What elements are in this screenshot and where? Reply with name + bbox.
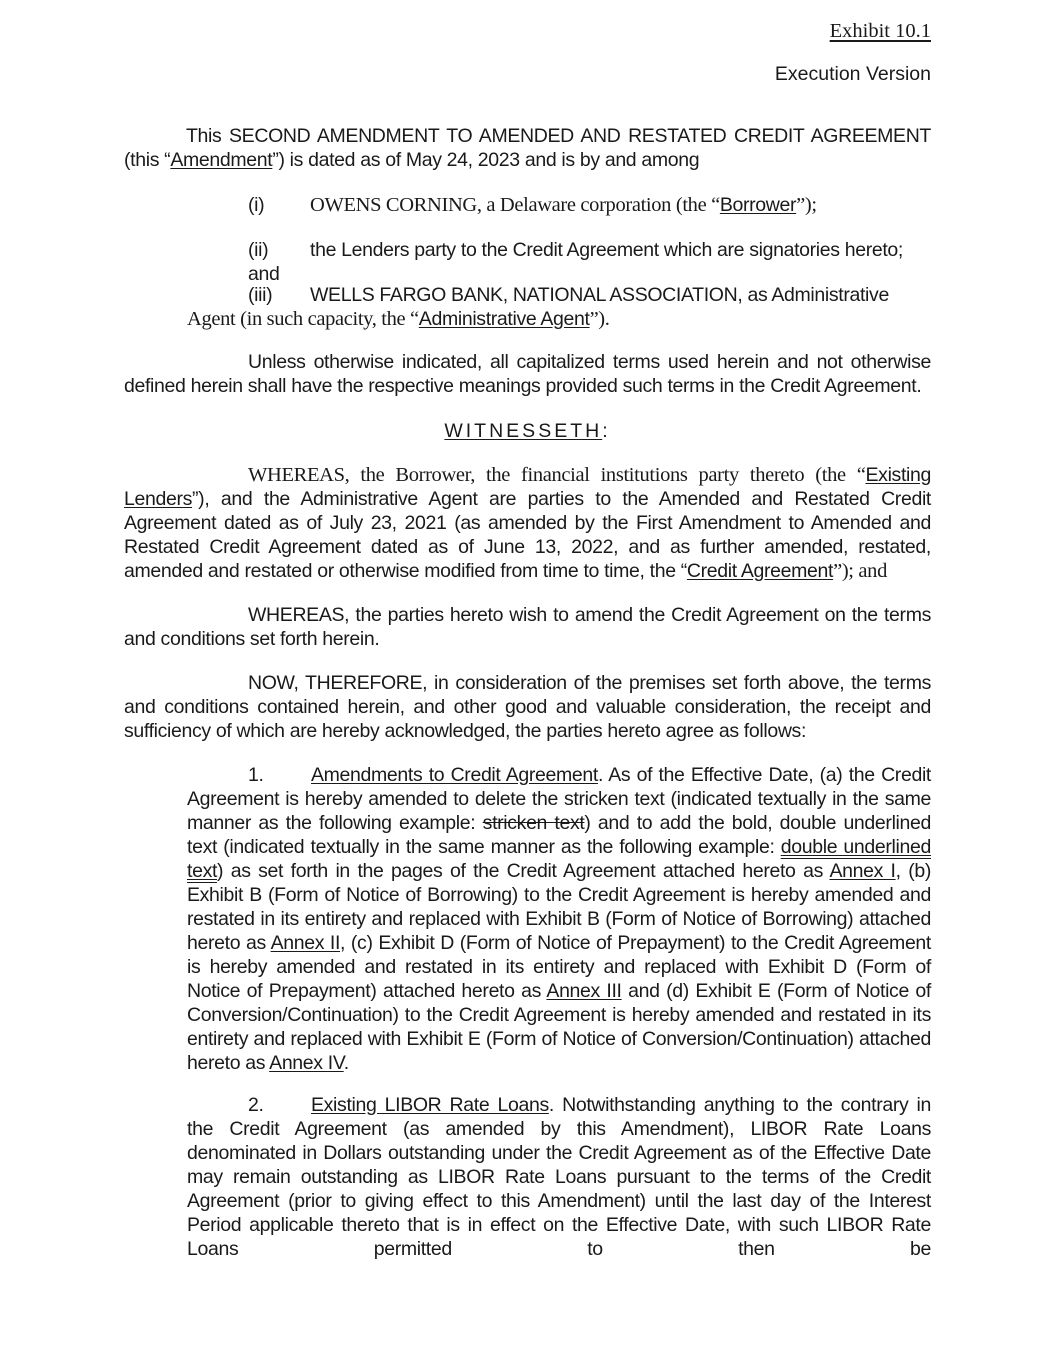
- party-number: (iii): [248, 284, 273, 306]
- defined-term-amendment: Amendment: [170, 149, 273, 171]
- annex-2-reference: Annex II: [270, 932, 341, 954]
- defined-term-existing-lenders: Existing Lenders: [124, 464, 931, 510]
- defined-term-administrative-agent: Administrative Agent: [418, 308, 590, 330]
- party-item-1: (i) OWENS CORNING, a Delaware corporation (the “Borrower”);: [248, 194, 817, 216]
- section-1: 1. Amendments to Credit Agreement. As of the Effective Date, (a) the Credit Agreement is hereby amended to delete the stricken text (indicated textually in the same manner as the following example: stricken text) and to add the bold, double underlined text (indicated textually in the same manner as the following example: double underlined text) as set forth in the pages of the Credit Agreement attached hereto as Annex I, (b) Exhibit B (Form of Notice of Borrowing) to the Credit Agreement is hereby amended and restated in its entirety and replaced with Exhibit B (Form of Notice of Borrowing) attached hereto as Annex II, (c) Exhibit D (Form of Notice of Prepayment) to the Credit Agreement is hereby amended and restated in its entirety and replaced with Exhibit D (Form of Notice of Prepayment) attached hereto as Annex III and (d) Exhibit E (Form of Notice of Conversion/Continuation) to the Credit Agreement is hereby amended and restated in its entirety and replaced with Exhibit E (Form of Notice of Conversion/Continuation) attached hereto as Annex IV.: [187, 764, 932, 1074]
- party-item-3: (iii) WELLS FARGO BANK, NATIONAL ASSOCIATION, as Administrative: [248, 284, 889, 306]
- party-item-2: (ii) the Lenders party to the Credit Agreement which are signatories hereto; and: [248, 239, 903, 285]
- stricken-example: stricken text: [482, 812, 585, 834]
- section-2: 2. Existing LIBOR Rate Loans. Notwithstanding anything to the contrary in the Credit Agreement (as amended by this Amendment), LIBOR Rate Loans denominated in Dollars outstanding under the Credit Agreement as of the Effective Date may remain outstanding as LIBOR Rate Loans pursuant to the terms of the Credit Agreement (prior to giving effect to this Amendment) until the last day of the Interest Period applicable thereto that is in effect on the Effective Date, with such LIBOR Rate Loans permitted to then be: [187, 1094, 931, 1260]
- party-item-3-continuation: Agent (in such capacity, the “Administrative Agent”).: [187, 308, 610, 330]
- section-number: 2.: [248, 1094, 264, 1116]
- party-number: (i): [248, 194, 265, 216]
- defined-term-credit-agreement: Credit Agreement: [686, 560, 834, 582]
- annex-1-reference: Annex I: [829, 860, 896, 882]
- exhibit-label: Exhibit 10.1: [829, 20, 931, 42]
- preamble-tail: ”) is dated as of May 24, 2023 and is by and among: [272, 149, 700, 171]
- defined-term-borrower: Borrower: [719, 194, 797, 216]
- section-number: 1.: [248, 764, 264, 786]
- now-therefore-paragraph: NOW, THEREFORE, in consideration of the premises set forth above, the terms and conditions contained herein, and other good and valuable consideration, the receipt and sufficiency of which are hereby acknowledged, the parties hereto agree as follows:: [124, 672, 931, 742]
- version-label: Execution Version: [774, 63, 931, 85]
- double-underline-example: double underlined text: [187, 836, 931, 882]
- annex-4-reference: Annex IV: [269, 1052, 344, 1074]
- preamble-paragraph: [124, 124, 931, 172]
- party-number: (ii): [248, 239, 269, 261]
- preamble-lead: This SECOND AMENDMENT TO AMENDED AND RESTATED CREDIT AGREEMENT (this “: [124, 125, 931, 171]
- whereas-paragraph-2: WHEREAS, the parties hereto wish to amend the Credit Agreement on the terms and conditions set forth herein.: [124, 604, 931, 650]
- section-heading: Existing LIBOR Rate Loans: [311, 1094, 549, 1116]
- section-heading: Amendments to Credit Agreement: [311, 764, 598, 786]
- annex-3-reference: Annex III: [546, 980, 622, 1002]
- definitions-paragraph: Unless otherwise indicated, all capitalized terms used herein and not otherwise defined herein shall have the respective meanings provided such terms in the Credit Agreement.: [124, 351, 931, 397]
- witnesseth-heading: WITNESSETH:: [444, 420, 611, 442]
- whereas-paragraph-1: WHEREAS, the Borrower, the financial institutions party thereto (the “Existing Lenders”), and the Administrative Agent are parties to the Amended and Restated Credit Agreement dated as of July 23, 2021 (as amended by the First Amendment to Amended and Restated Credit Agreement dated as of June 13, 2022, and as further amended, restated, amended and restated or otherwise modified from time to time, the “Credit Agreement”); and: [124, 464, 931, 582]
